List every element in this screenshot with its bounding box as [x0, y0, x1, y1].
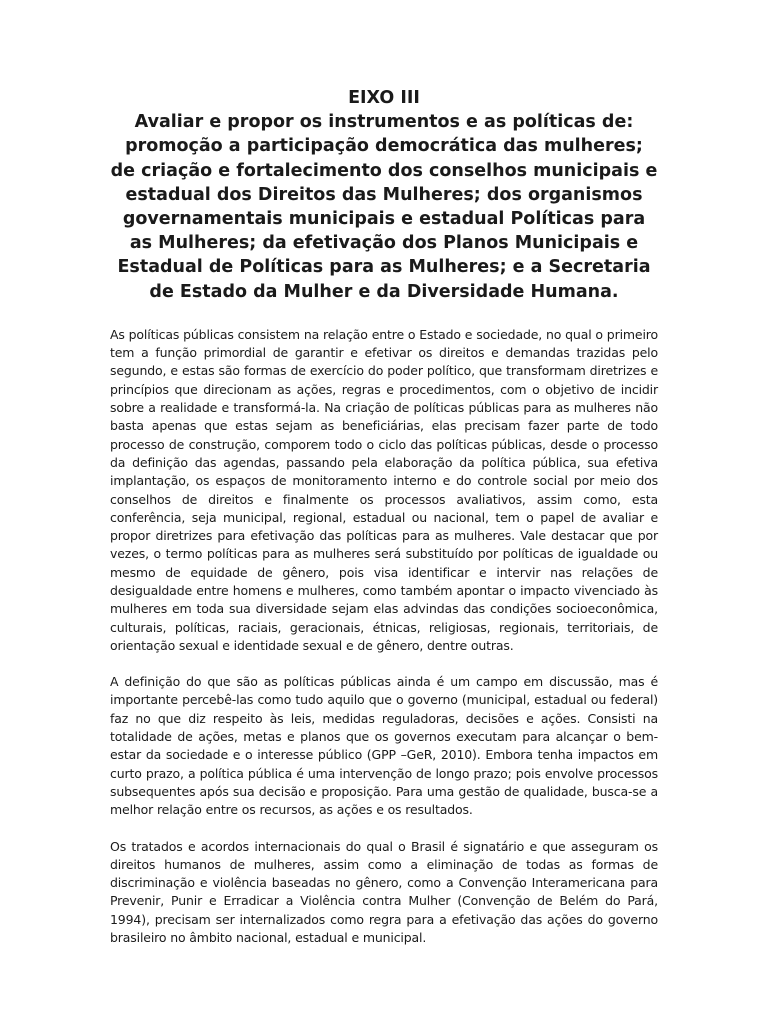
- section-title: Avaliar e propor os instrumentos e as políticas de: promoção a participação democrática das mulheres; de criação e fortalecimento dos conselhos municipais e estadual dos Direitos das Mulheres; dos organismos governamentais municipais e estadual Políticas para as Mulheres; da efetivação dos Planos Municipais e Estadual de Políticas para as Mulheres; e a Secretaria de Estado da Mulher e da Diversidade Humana.: [110, 112, 658, 302]
- section-label: EIXO III: [348, 88, 420, 108]
- paragraph-1: As políticas públicas consistem na relação entre o Estado e sociedade, no qual o primeiro tem a função primordial de garantir e efetivar os direitos e demandas trazidas pelo segundo, e estas são formas de exercício do poder político, que transformam diretrizes e princípios que direcionam as ações, regras e procedimentos, com o objetivo de incidir sobre a realidade e transformá-la. Na criação de políticas públicas para as mulheres não basta apenas que estas sejam as beneficiárias, elas precisam fazer parte de todo processo de construção, comporem todo o ciclo das políticas públicas, desde o processo da definição das agendas, passando pela elaboração da política pública, sua efetiva implantação, os espaços de monitoramento interno e do controle social por meio dos conselhos de direitos e finalmente os processos avaliativos, assim como, esta conferência, seja municipal, regional, estadual ou nacional, tem o papel de avaliar e propor diretrizes para efetivação das políticas para as mulheres. Vale destacar que por vezes, o termo políticas para as mulheres será substituído por políticas de igualdade ou mesmo de equidade de gênero, pois visa identificar e intervir nas relações de desigualdade entre homens e mulheres, como também apontar o impacto vivenciado às mulheres em toda sua diversidade sejam elas advindas das condições socioeconômica, culturais, políticas, raciais, geracionais, étnicas, religiosas, regionais, territoriais, de orientação sexual e identidade sexual e de gênero, dentre outras.: [110, 326, 658, 653]
- document-body: [110, 326, 658, 948]
- paragraph-2: A definição do que são as políticas públicas ainda é um campo em discussão, mas é importante percebê-las como tudo aquilo que o governo (municipal, estadual ou federal) faz no que diz respeito às leis, medidas reguladoras, decisões e ações. Consisti na totalidade de ações, metas e planos que os governos executam para alcançar o bem-estar da sociedade e o interesse público (GPP –GeR, 2010). Embora tenha impactos em curto prazo, a política pública é uma intervenção de longo prazo; pois envolve processos subsequentes após sua decisão e proposição. Para uma gestão de qualidade, busca-se a melhor relação entre os recursos, as ações e os resultados.: [110, 674, 658, 818]
- section-heading: [110, 86, 658, 304]
- paragraph-3: Os tratados e acordos internacionais do qual o Brasil é signatário e que asseguram os direitos humanos de mulheres, assim como a eliminação de todas as formas de discriminação e violência baseadas no gênero, como a Convenção Interamericana para Prevenir, Punir e Erradicar a Violência contra Mulher (Convenção de Belém do Pará, 1994), precisam ser internalizados como regra para a efetivação das ações do governo brasileiro no âmbito nacional, estadual e municipal.: [110, 838, 658, 946]
